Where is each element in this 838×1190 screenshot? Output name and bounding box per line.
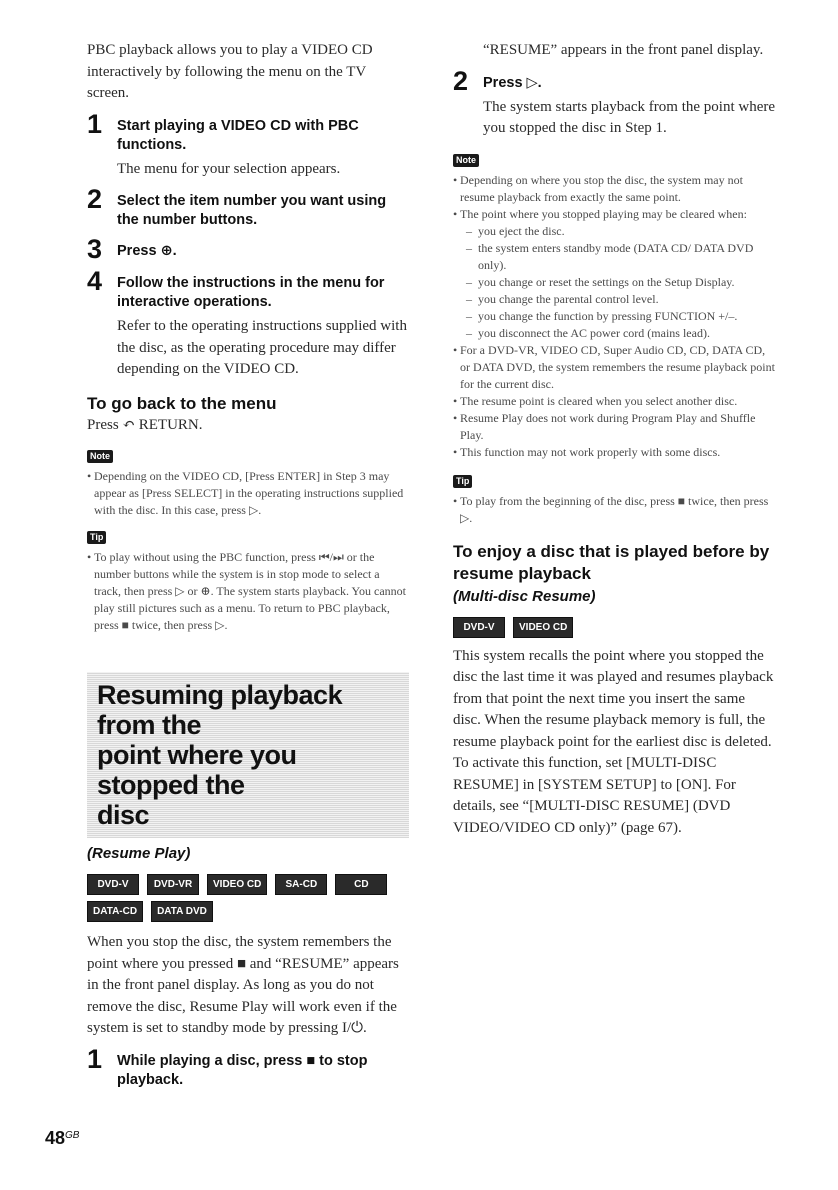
disc-badge: DVD-V xyxy=(453,617,505,638)
step-title: While playing a disc, press ■ to stop playback. xyxy=(117,1052,368,1088)
right-column xyxy=(453,40,775,839)
step-1 xyxy=(87,108,409,181)
section-subtitle: (Resume Play) xyxy=(87,845,191,862)
multi-disc-text: This system recalls the point where you stopped the disc the last time it was played and resumes playback from that point the next time you insert the same disc. When the resume playback memory is full, the resume playback point for the earliest disc is deleted. xyxy=(453,647,774,750)
note-item: • This function may not work properly with some discs. xyxy=(453,444,775,461)
continued-text: “RESUME” appears in the front panel display. xyxy=(483,42,764,58)
step-number: 3 xyxy=(87,234,103,264)
note-item: • Resume Play does not work during Program Play and Shuffle Play. xyxy=(453,410,775,444)
note-item: • The resume point is cleared when you select another disc. xyxy=(453,393,775,410)
step-number: 2 xyxy=(87,184,103,214)
disc-badge: CD xyxy=(335,874,387,895)
step-title: Start playing a VIDEO CD with PBC functions. xyxy=(117,117,359,153)
note-item: • For a DVD-VR, VIDEO CD, Super Audio CD, CD, DATA CD, or DATA DVD, the system remembers the resume playback point for the current disc. xyxy=(453,342,775,393)
disc-badge: DVD-VR xyxy=(147,874,199,895)
tip-list xyxy=(453,493,775,527)
tip-label: Tip xyxy=(87,531,106,544)
resume-step-2 xyxy=(453,65,776,140)
step-3 xyxy=(87,236,409,262)
note-sub-item: – you change the parental control level. xyxy=(460,291,775,308)
multi-disc-setup-text: To activate this function, set [MULTI-DISC RESUME] in [SYSTEM SETUP] to [ON]. For details, see “[MULTI-DISC RESUME] (DVD VIDEO/VIDEO CD only)” (page 67). xyxy=(453,755,736,836)
multi-disc-subheading: (Multi-disc Resume) xyxy=(453,587,596,605)
multi-disc-heading: To enjoy a disc that is played before by resume playback xyxy=(453,541,770,583)
disc-badge: DVD-V xyxy=(87,874,139,895)
step-4 xyxy=(87,268,409,381)
note-label: Note xyxy=(87,450,113,463)
resume-text: When you stop the disc, the system remembers the point where you pressed ■ and “RESUME” appears in the front panel display. As long as you do not remove the disc, Resume Play will work even if the system is set to standby mode by pressing I/⏻. xyxy=(87,934,399,1036)
note-item xyxy=(453,206,775,342)
step-number: 1 xyxy=(87,108,103,139)
disc-badge: DATA DVD xyxy=(151,901,213,922)
left-column xyxy=(87,40,409,1090)
note-item-text: The point where you stopped playing may be cleared when: xyxy=(460,206,747,221)
note-sub-item: – you change or reset the settings on the Setup Display. xyxy=(460,274,775,291)
step-2 xyxy=(87,186,409,230)
note-sub-item: – you eject the disc. xyxy=(460,223,775,240)
note-list xyxy=(87,468,409,519)
step-title: Select the item number you want using the number buttons. xyxy=(117,193,387,228)
tip-label: Tip xyxy=(453,475,472,488)
step-number: 1 xyxy=(87,1043,103,1074)
intro-text: PBC playback allows you to play a VIDEO CD interactively by following the menu on the TV screen. xyxy=(87,42,373,101)
section-banner xyxy=(87,672,409,838)
note-sub-item: – you disconnect the AC power cord (mains lead). xyxy=(460,325,775,342)
section-title-line: point where you stopped the xyxy=(97,740,297,800)
disc-badge: SA-CD xyxy=(275,874,327,895)
disc-badge: VIDEO CD xyxy=(513,617,573,638)
back-to-menu-text: Press ↶ RETURN. xyxy=(87,416,203,433)
step-title: Press ▷. xyxy=(483,74,542,91)
resume-step-1 xyxy=(87,1043,409,1090)
disc-type-badges xyxy=(87,874,409,922)
tip-item: • To play from the beginning of the disc, press ■ twice, then press ▷. xyxy=(453,493,775,527)
step-number: 2 xyxy=(453,65,469,96)
disc-badge: VIDEO CD xyxy=(207,874,267,895)
step-text: The system starts playback from the point where you stopped the disc in Step 1. xyxy=(483,98,776,136)
tip-item: • To play without using the PBC function, press ⏮/⏭ or the number buttons while the system is in stop mode to select a track, then press ▷ or ⊕. The system starts playback. You cannot play still pictures such as a menu. To return to PBC playback, press ■ twice, then press ▷. xyxy=(87,549,409,634)
section-title-line: disc xyxy=(97,800,150,830)
step-title: Press ⊕. xyxy=(117,243,177,259)
step-text: The menu for your selection appears. xyxy=(117,160,341,177)
note-sub-list xyxy=(460,223,775,342)
step-title: Follow the instructions in the menu for interactive operations. xyxy=(117,275,385,310)
step-number: 4 xyxy=(87,266,103,296)
note-item: • Depending on where you stop the disc, the system may not resume playback from exactly the same point. xyxy=(453,172,775,206)
page-number: $48^{GB}$ xyxy=(45,1128,80,1148)
note-list xyxy=(453,172,775,461)
note-sub-item: – you change the function by pressing FUNCTION +/–. xyxy=(460,308,775,325)
note-item: • Depending on the VIDEO CD, [Press ENTER] in Step 3 may appear as [Press SELECT] in the operating instructions supplied with the disc. In this case, press ▷. xyxy=(87,468,409,519)
disc-badge: DATA-CD xyxy=(87,901,143,922)
disc-type-badges xyxy=(453,617,775,638)
section-title-line: Resuming playback from the xyxy=(97,680,343,740)
back-to-menu-heading: To go back to the menu xyxy=(87,393,277,413)
note-label: Note xyxy=(453,154,479,167)
note-sub-item: – the system enters standby mode (DATA CD/ DATA DVD only). xyxy=(460,240,775,274)
tip-list xyxy=(87,549,409,634)
step-text: Refer to the operating instructions supplied with the disc, as the operating procedure may differ depending on the VIDEO CD. xyxy=(117,318,407,377)
